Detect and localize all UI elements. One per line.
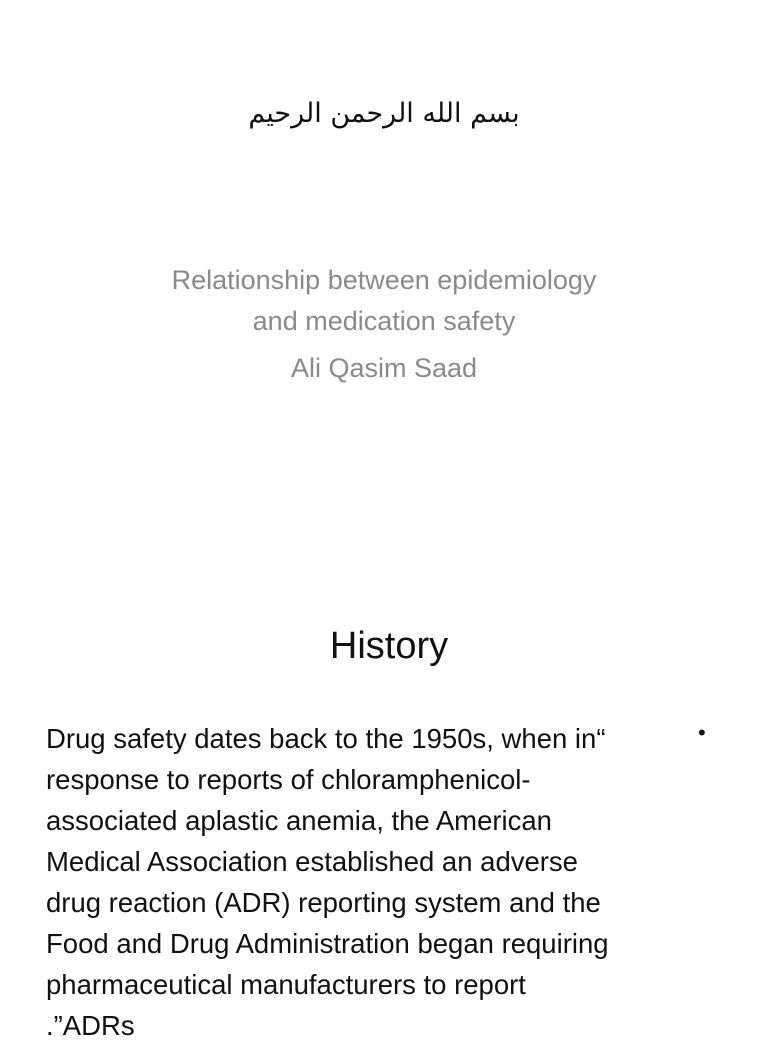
bismillah-heading: بسم الله الرحمن الرحيم (248, 98, 520, 129)
paragraph-line: drug reaction (ADR) reporting system and the (46, 887, 601, 918)
subtitle-line-1: Relationship between epidemiology (171, 265, 597, 295)
paragraph-line: associated aplastic anemia, the American (46, 805, 552, 836)
slide-title: History (329, 625, 449, 667)
paragraph-line: Food and Drug Administration began requiring (46, 928, 609, 959)
presentation-subtitle (84, 260, 684, 389)
paragraph-line: pharmaceutical manufacturers to report (46, 969, 526, 1000)
bullet-icon: • (698, 720, 706, 745)
paragraph-line: response to reports of chloramphenicol- (46, 764, 531, 795)
paragraph-line: .”ADRs (46, 1010, 135, 1041)
paragraph-line: Drug safety dates back to the 1950s, when in“ (46, 723, 606, 754)
history-slide (0, 576, 768, 1041)
author-name: Ali Qasim Saad (290, 353, 478, 383)
history-paragraph (46, 718, 696, 1046)
subtitle-line-2: and medication safety (252, 306, 516, 336)
paragraph-line: Medical Association established an adverse (46, 846, 578, 877)
